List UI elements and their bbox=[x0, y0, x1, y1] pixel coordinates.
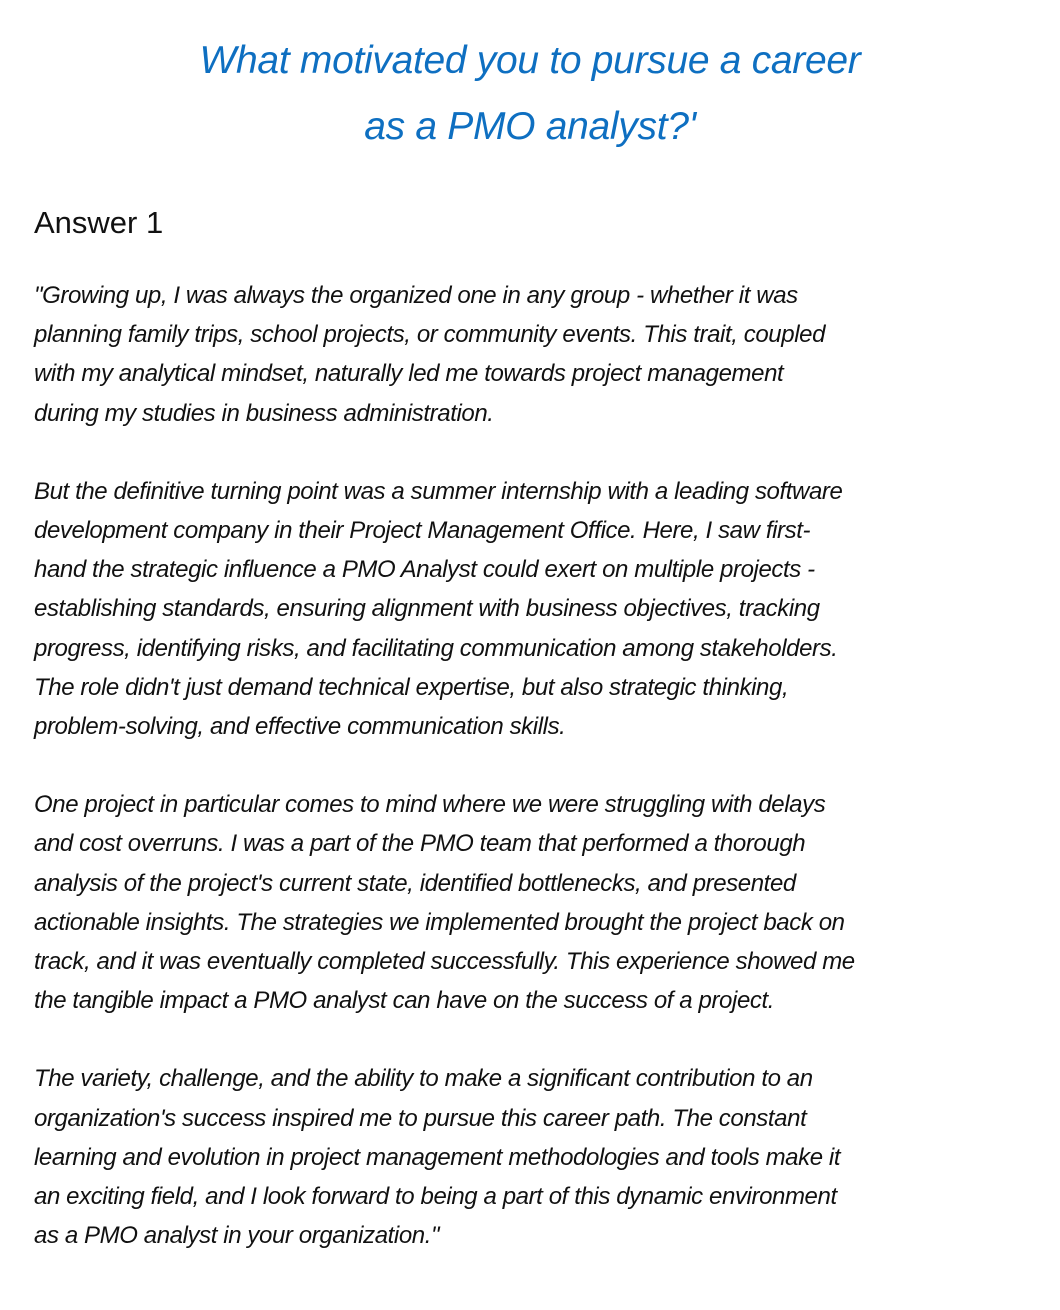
text-line: organization's success inspired me to pursue this career path. The constant bbox=[34, 1104, 807, 1132]
text-line: learning and evolution in project management methodologies and tools make it bbox=[34, 1143, 841, 1171]
answer-paragraph-4 bbox=[34, 1059, 1044, 1255]
text-line: hand the strategic influence a PMO Analyst could exert on multiple projects - bbox=[34, 556, 815, 584]
text-line: an exciting field, and I look forward to being a part of this dynamic environment bbox=[34, 1183, 837, 1211]
text-line: progress, identifying risks, and facilitating communication among stakeholders. bbox=[34, 634, 838, 662]
text-line: track, and it was eventually completed successfully. This experience showed me bbox=[34, 948, 855, 976]
text-line: with my analytical mindset, naturally led me towards project management bbox=[34, 360, 784, 388]
text-line: "Growing up, I was always the organized one in any group - whether it was bbox=[34, 282, 798, 309]
text-line: But the definitive turning point was a summer internship with a leading software bbox=[34, 477, 843, 505]
text-line: planning family trips, school projects, or community events. This trait, coupled bbox=[34, 321, 826, 349]
answer-paragraph-2 bbox=[34, 472, 1044, 746]
text-line: during my studies in business administration. bbox=[34, 399, 494, 427]
text-line: analysis of the project's current state, identified bottlenecks, and presented bbox=[34, 869, 796, 897]
question-title-line: What motivated you to pursue a career bbox=[199, 39, 861, 82]
answer-body bbox=[34, 276, 1044, 1294]
text-line: actionable insights. The strategies we implemented brought the project back on bbox=[34, 908, 845, 936]
answer-paragraph-1 bbox=[34, 276, 1044, 433]
text-line: the tangible impact a PMO analyst can have on the success of a project. bbox=[34, 987, 775, 1015]
text-line: One project in particular comes to mind where we were struggling with delays bbox=[34, 791, 826, 819]
text-line: problem-solving, and effective communication skills. bbox=[34, 713, 566, 741]
question-title-line: as a PMO analyst?' bbox=[364, 105, 696, 148]
answer-heading: Answer 1 bbox=[34, 205, 164, 240]
text-line: The role didn't just demand technical expertise, but also strategic thinking, bbox=[34, 673, 789, 701]
text-line: and cost overruns. I was a part of the PMO team that performed a thorough bbox=[34, 830, 806, 858]
text-line: establishing standards, ensuring alignment with business objectives, tracking bbox=[34, 595, 820, 623]
question-title bbox=[0, 28, 1060, 160]
text-line: development company in their Project Management Office. Here, I saw first- bbox=[34, 517, 811, 545]
text-line: The variety, challenge, and the ability to make a significant contribution to an bbox=[34, 1065, 813, 1093]
answer-paragraph-3 bbox=[34, 785, 1044, 1020]
text-line: as a PMO analyst in your organization." bbox=[34, 1222, 440, 1250]
